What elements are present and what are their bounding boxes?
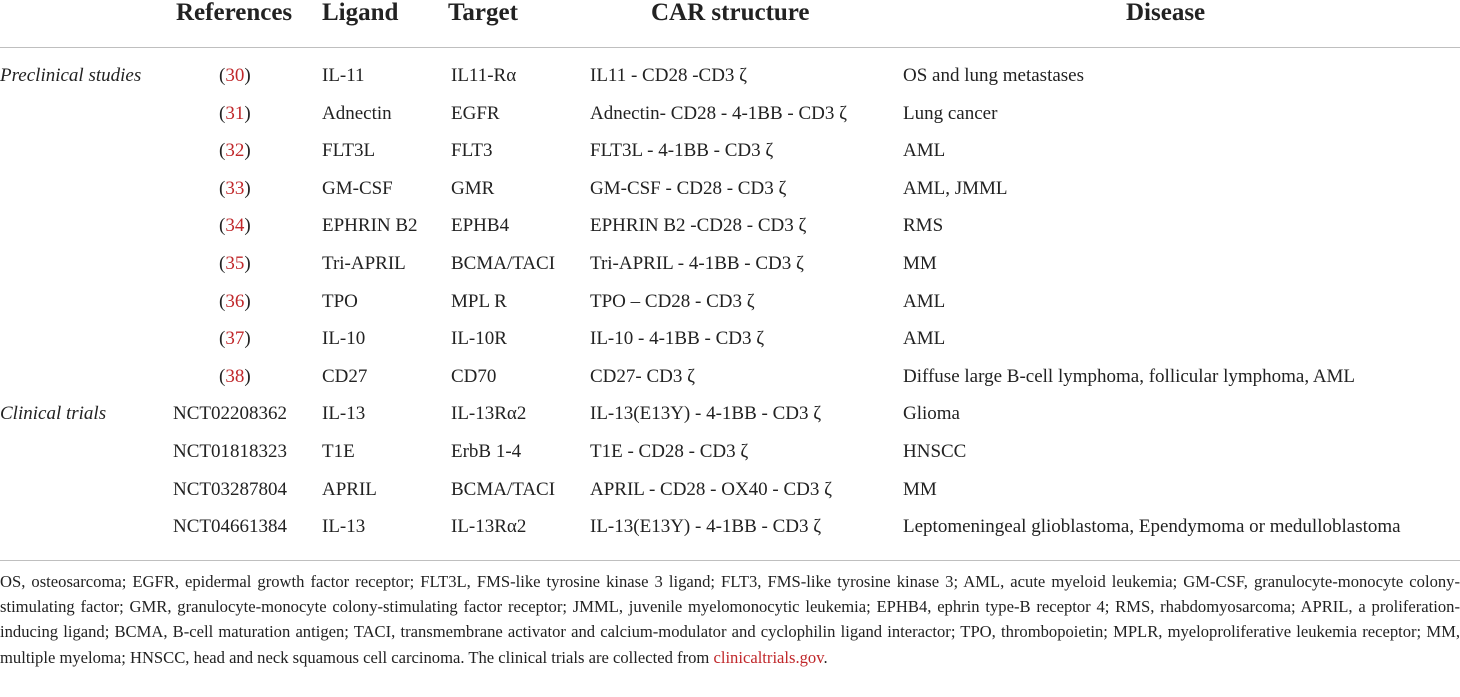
disease-cell: Diffuse large B-cell lymphoma, follicular lymphoma, AML xyxy=(903,365,1356,387)
car-cell: APRIL - CD28 - OX40 - CD3 ζ xyxy=(590,478,833,500)
disease-cell: RMS xyxy=(903,215,944,237)
ligand-cell: Adnectin xyxy=(322,102,392,124)
car-cell: FLT3L - 4-1BB - CD3 ζ xyxy=(590,140,774,162)
car-cell: T1E - CD28 - CD3 ζ xyxy=(590,440,749,462)
target-cell: MPL R xyxy=(451,290,507,312)
car-cell: CD27- CD3 ζ xyxy=(590,365,695,387)
reference-cell[interactable]: (33) xyxy=(219,177,251,199)
reference-cell[interactable]: (37) xyxy=(219,328,251,350)
table-row xyxy=(0,282,1460,320)
reference-cell[interactable]: (30) xyxy=(219,65,251,86)
reference-cell[interactable]: (32) xyxy=(219,140,251,162)
ligand-cell: GM-CSF xyxy=(322,177,393,199)
header-ligand: Ligand xyxy=(322,0,399,26)
section-label: Preclinical studies xyxy=(0,65,142,86)
target-cell: IL11-Rα xyxy=(451,65,517,86)
ligand-cell: IL-10 xyxy=(322,328,366,350)
table-row xyxy=(0,94,1460,132)
disease-cell: Glioma xyxy=(903,403,960,425)
reference-cell[interactable]: (36) xyxy=(219,290,251,312)
reference-cell[interactable]: (31) xyxy=(219,102,251,124)
footnote-end: . xyxy=(823,647,828,667)
table-footnote xyxy=(0,569,1460,670)
table-row xyxy=(0,319,1460,357)
car-cell: EPHRIN B2 -CD28 - CD3 ζ xyxy=(590,215,807,237)
table-bottom-rule xyxy=(0,560,1460,561)
ligand-cell: IL-13 xyxy=(322,403,366,425)
table-row xyxy=(0,244,1460,282)
disease-cell: OS and lung metastases xyxy=(903,65,1085,86)
reference-link[interactable]: 32 xyxy=(225,140,245,162)
target-cell: CD70 xyxy=(451,365,497,387)
table-row xyxy=(0,357,1460,395)
disease-cell: MM xyxy=(903,252,937,274)
ligand-cell: APRIL xyxy=(322,478,377,500)
car-cell: IL-13(E13Y) - 4-1BB - CD3 ζ xyxy=(590,516,822,538)
target-cell: ErbB 1-4 xyxy=(451,440,522,462)
target-cell: IL-10R xyxy=(451,328,507,350)
table-row xyxy=(0,470,1460,508)
table-row xyxy=(0,131,1460,169)
table-header xyxy=(0,0,1460,48)
target-cell: FLT3 xyxy=(451,140,493,162)
reference-link[interactable]: 38 xyxy=(225,365,245,387)
disease-cell: AML xyxy=(903,290,946,312)
reference-cell: NCT01818323 xyxy=(173,440,287,462)
disease-cell: AML, JMML xyxy=(903,177,1008,199)
target-cell: BCMA/TACI xyxy=(451,252,556,274)
target-cell: IL-13Rα2 xyxy=(451,403,527,425)
target-cell: IL-13Rα2 xyxy=(451,516,527,538)
clinicaltrials-link[interactable]: clinicaltrials.gov xyxy=(713,647,824,667)
table-row xyxy=(0,394,1460,432)
car-cell: IL-10 - 4-1BB - CD3 ζ xyxy=(590,328,765,350)
reference-cell: NCT04661384 xyxy=(173,516,287,538)
ligand-cell: FLT3L xyxy=(322,140,376,162)
header-car-structure: CAR structure xyxy=(651,0,810,26)
reference-link[interactable]: 36 xyxy=(225,290,245,312)
table-row xyxy=(0,56,1460,94)
table-body xyxy=(0,48,1460,545)
section-label: Clinical trials xyxy=(0,403,107,425)
table-row xyxy=(0,432,1460,470)
disease-cell: HNSCC xyxy=(903,440,967,462)
car-cell: IL-13(E13Y) - 4-1BB - CD3 ζ xyxy=(590,403,822,425)
ligand-cell: T1E xyxy=(322,440,355,462)
header-references: References xyxy=(176,0,293,26)
car-cell: Adnectin- CD28 - 4-1BB - CD3 ζ xyxy=(590,102,847,124)
ligand-cell: TPO xyxy=(322,290,358,312)
target-cell: EPHB4 xyxy=(451,215,510,237)
reference-link[interactable]: 33 xyxy=(225,177,245,199)
header-target: Target xyxy=(448,0,518,26)
disease-cell: Lung cancer xyxy=(903,102,998,124)
reference-cell[interactable]: (35) xyxy=(219,252,251,274)
reference-link[interactable]: 37 xyxy=(225,328,245,350)
reference-link[interactable]: 34 xyxy=(225,215,245,237)
ligand-cell: EPHRIN B2 xyxy=(322,215,418,237)
header-disease: Disease xyxy=(1126,0,1206,26)
ligand-cell: CD27 xyxy=(322,365,368,387)
car-cell: IL11 - CD28 -CD3 ζ xyxy=(590,65,748,86)
table-row xyxy=(0,169,1460,207)
car-cell: TPO – CD28 - CD3 ζ xyxy=(590,290,755,312)
table-row xyxy=(0,206,1460,244)
target-cell: GMR xyxy=(451,177,495,199)
footnote-text: OS, osteosarcoma; EGFR, epidermal growth factor receptor; FLT3L, FMS-like tyrosine kinase 3 ligand; FLT3, FMS-like tyrosine kinase 3; AML, acute myeloid leukemia; GM-CSF, granulocyte-monocyte colony-stimulating factor; GMR, granulocyte-monocyte colony-stimulating factor receptor; JMML, juvenile myelomonocytic leukemia; EPHB4, ephrin type-B receptor 4; RMS, rhabdomyosarcoma; APRIL, a proliferation-inducing ligand; BCMA, B-cell maturation antigen; TACI, transmembrane activator and calcium-modulator and cyclophilin ligand interactor; TPO, thrombopoietin; MPLR, myeloproliferative leukemia receptor; MM, multiple myeloma; HNSCC, head and neck squamous cell carcinoma. The clinical trials are collected from xyxy=(0,572,1460,667)
reference-link[interactable]: 35 xyxy=(225,252,245,274)
reference-cell[interactable]: (38) xyxy=(219,365,251,387)
disease-cell: Leptomeningeal glioblastoma, Ependymoma or medulloblastoma xyxy=(903,516,1401,538)
reference-link[interactable]: 31 xyxy=(225,102,245,124)
table-row xyxy=(0,507,1460,545)
ligand-cell: Tri-APRIL xyxy=(322,252,406,274)
reference-link[interactable]: 30 xyxy=(225,65,245,86)
reference-cell: NCT02208362 xyxy=(173,403,287,425)
disease-cell: MM xyxy=(903,478,937,500)
reference-cell[interactable]: (34) xyxy=(219,215,251,237)
target-cell: EGFR xyxy=(451,102,500,124)
ligand-cell: IL-11 xyxy=(322,65,365,86)
reference-cell: NCT03287804 xyxy=(173,478,287,500)
ligand-cell: IL-13 xyxy=(322,516,366,538)
disease-cell: AML xyxy=(903,140,946,162)
target-cell: BCMA/TACI xyxy=(451,478,556,500)
disease-cell: AML xyxy=(903,328,946,350)
car-cell: GM-CSF - CD28 - CD3 ζ xyxy=(590,177,787,199)
car-cell: Tri-APRIL - 4-1BB - CD3 ζ xyxy=(590,252,804,274)
